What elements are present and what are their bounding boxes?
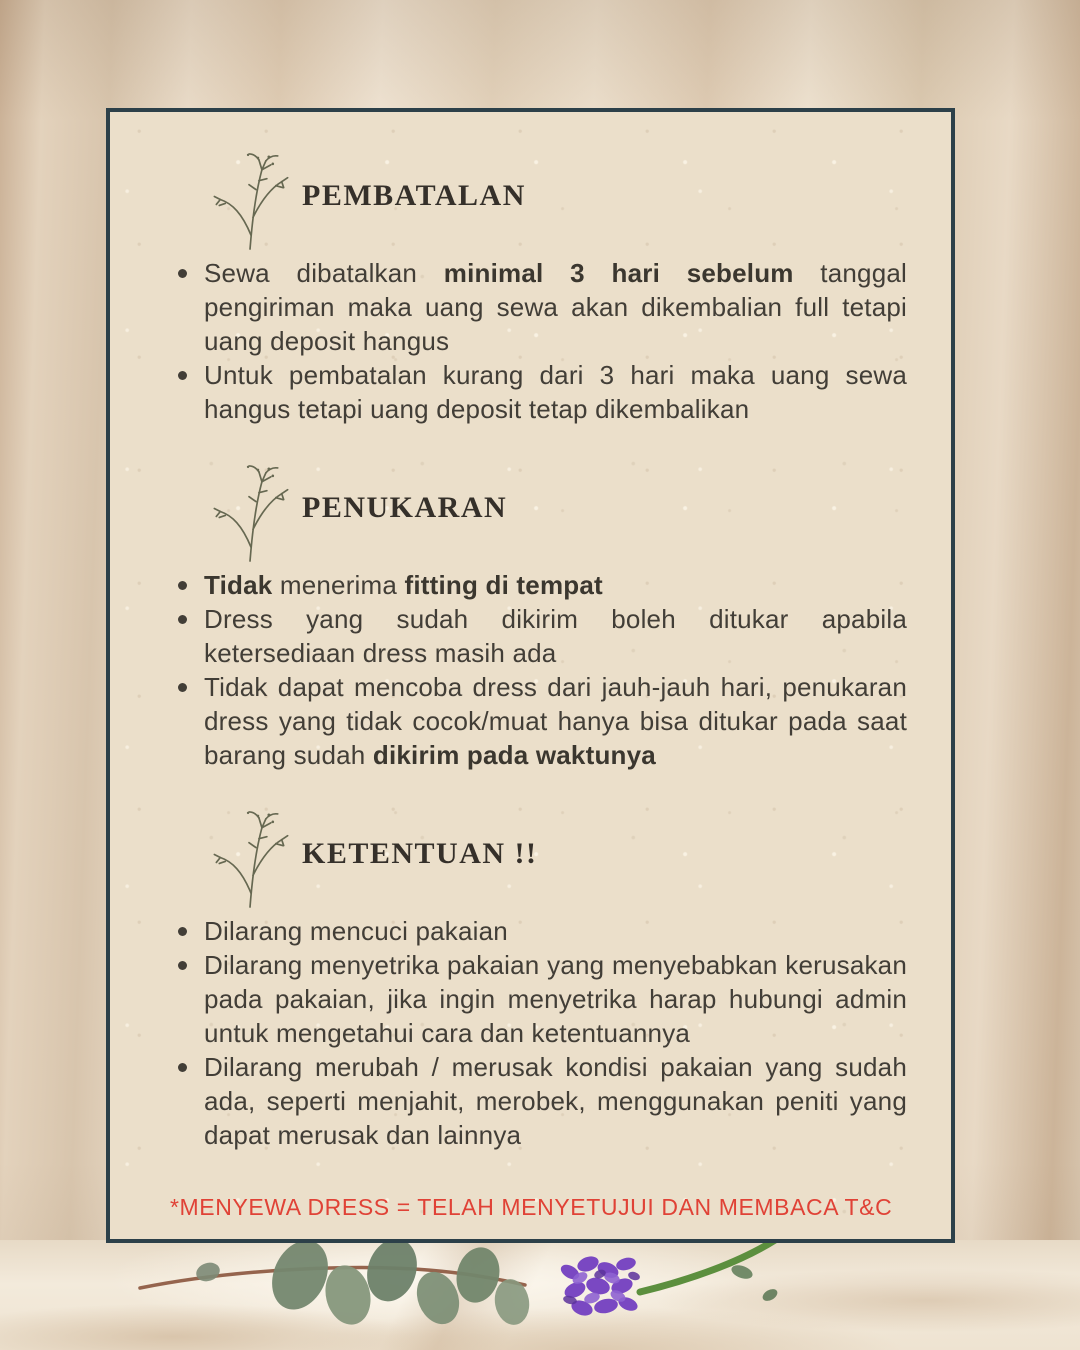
botanical-sprig-icon (212, 806, 292, 910)
list-item: Dress yang sudah dikirim boleh ditukar apabila ketersediaan dress masih ada (170, 602, 907, 670)
list-item: Dilarang mencuci pakaian (170, 914, 907, 948)
list-item: Tidak menerima fitting di tempat (170, 568, 907, 602)
section-header (212, 806, 951, 910)
list-item: Dilarang merubah / merusak kondisi pakaian yang sudah ada, seperti menjahit, merobek, menggunakan peniti yang dapat merusak dan lainnya (170, 1050, 907, 1152)
terms-section (110, 460, 951, 772)
plant-decorations (0, 1240, 1080, 1350)
terms-card (106, 108, 955, 1243)
section-list (170, 914, 907, 1152)
list-item: Tidak dapat mencoba dress dari jauh-jauh hari, penukaran dress yang tidak cocok/muat hanya bisa ditukar pada saat barang sudah dikirim pada waktunya (170, 670, 907, 772)
loose-leaves-icon (730, 1263, 780, 1304)
section-list (170, 568, 907, 772)
fabric-foreground (0, 1240, 1080, 1350)
list-item: Dilarang menyetrika pakaian yang menyebabkan kerusakan pada pakaian, jika ingin menyetrika harap hubungi admin untuk mengetahui cara dan ketentuannya (170, 948, 907, 1050)
section-title: KETENTUAN !! (302, 837, 538, 870)
terms-footnote: *MENYEWA DRESS = TELAH MENYETUJUI DAN MEMBACA T&C (170, 1194, 893, 1220)
terms-section (110, 148, 951, 426)
lavender-flower-icon (558, 1240, 775, 1318)
eucalyptus-branch-icon (140, 1240, 533, 1331)
section-list (170, 256, 907, 426)
section-header (212, 460, 951, 564)
botanical-sprig-icon (212, 148, 292, 252)
section-title: PENUKARAN (302, 491, 508, 524)
list-item: Untuk pembatalan kurang dari 3 hari maka uang sewa hangus tetapi uang deposit tetap dikembalikan (170, 358, 907, 426)
botanical-sprig-icon (212, 460, 292, 564)
list-item: Sewa dibatalkan minimal 3 hari sebelum tanggal pengiriman maka uang sewa akan dikembalian full tetapi uang deposit hangus (170, 256, 907, 358)
terms-sections (110, 148, 951, 1152)
section-title: PEMBATALAN (302, 179, 526, 212)
section-header (212, 148, 951, 252)
terms-section (110, 806, 951, 1152)
